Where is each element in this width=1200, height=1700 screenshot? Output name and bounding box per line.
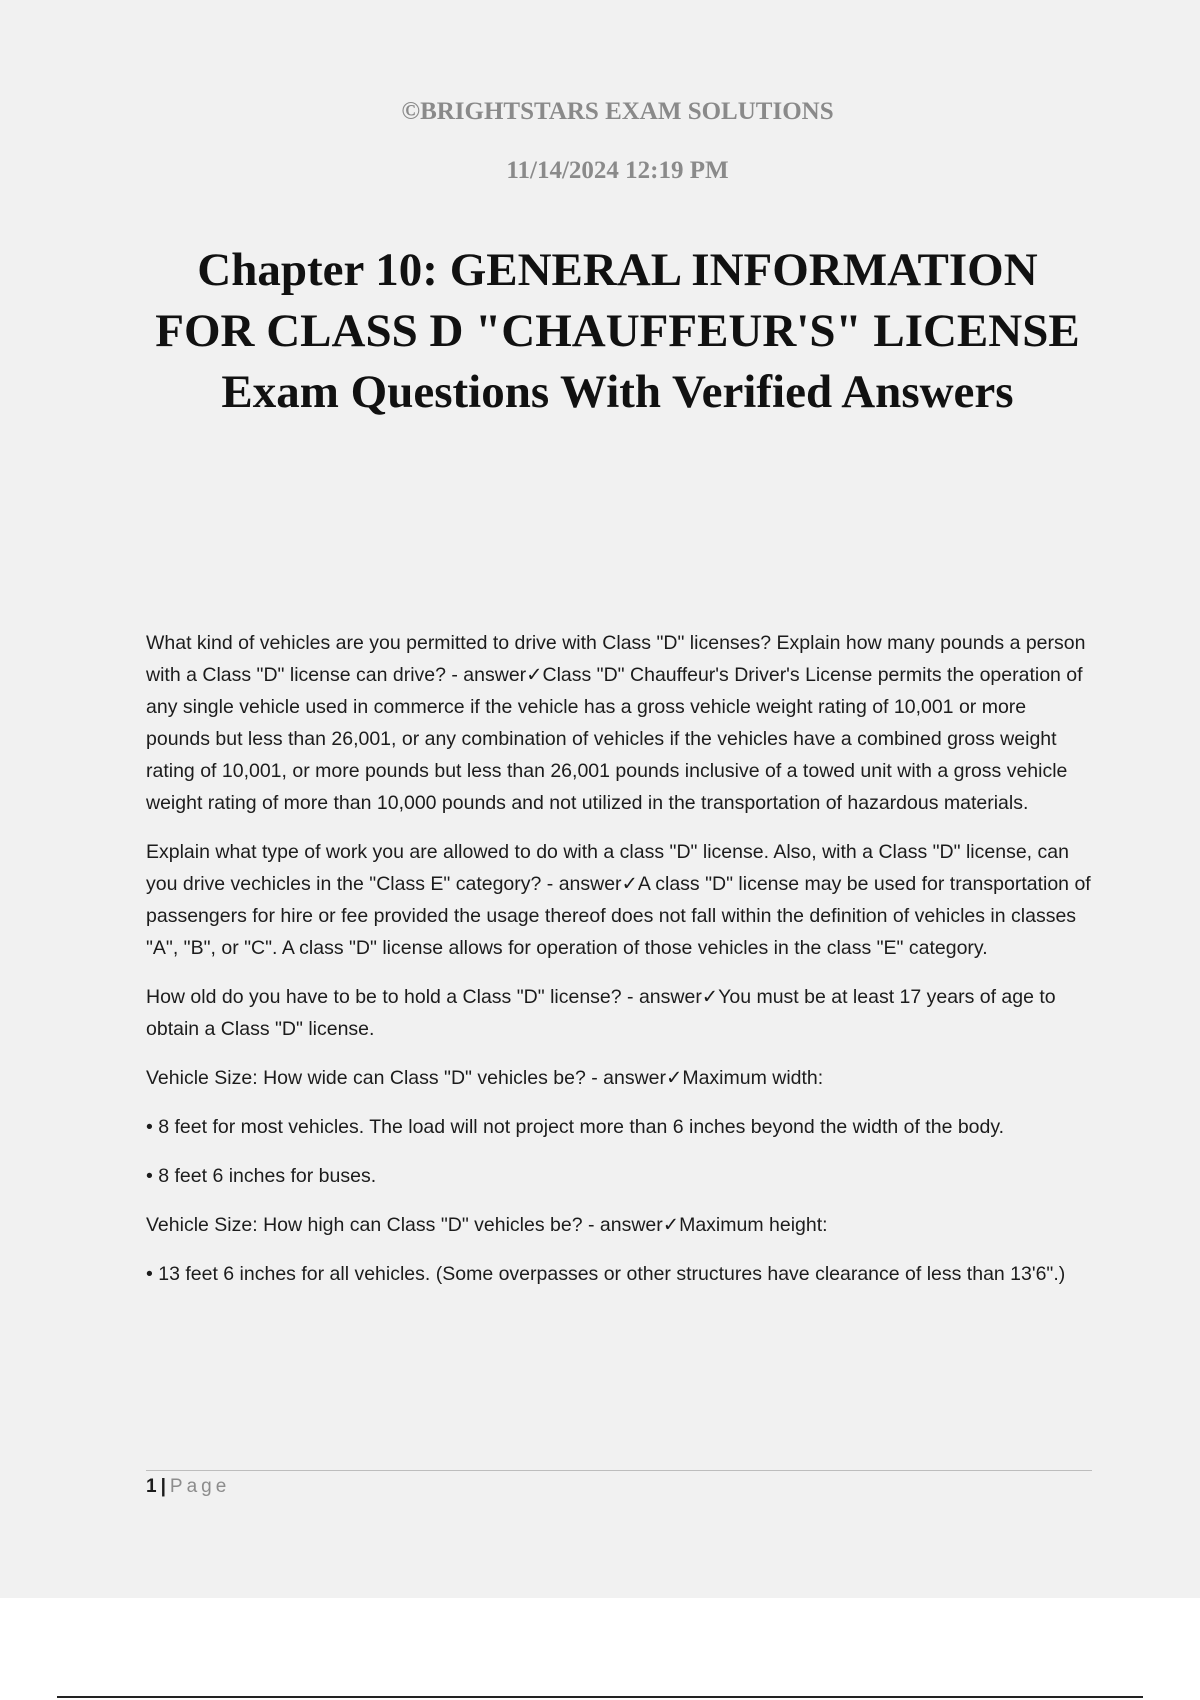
page-footer	[146, 1474, 230, 1500]
qa-paragraph: Vehicle Size: How high can Class "D" vehicles be? - answer✓Maximum height:	[146, 1214, 828, 1236]
footer-divider	[146, 1470, 1092, 1471]
page-number: 1	[146, 1476, 157, 1497]
bullet-item: • 8 feet for most vehicles. The load will not project more than 6 inches beyond the width of the body.	[146, 1116, 1005, 1138]
page-label: Page	[169, 1476, 231, 1497]
qa-paragraph: Vehicle Size: How wide can Class "D" vehicles be? - answer✓Maximum width:	[146, 1067, 824, 1089]
watermark-timestamp: 11/14/2024 12:19 PM	[506, 157, 729, 184]
qa-paragraph: What kind of vehicles are you permitted to drive with Class "D" licenses? Explain how many pounds a person with a Class "D" license can drive? - answer✓Class "D" Chauffeur's Driver's License permits the operation of any single vehicle used in commerce if the vehicle has a gross vehicle weight rating of 10,001 or more pounds but less than 26,001, or any combination of vehicles if the vehicles have a combined gross weight rating of 10,001, or more pounds but less than 26,001 pounds inclusive of a towed unit with a gross vehicle weight rating of more than 10,000 pounds and not utilized in the transportation of hazardous materials.	[146, 632, 1086, 814]
document-body	[146, 627, 1092, 1307]
document-title: Chapter 10: GENERAL INFORMATION FOR CLASS D "CHAUFFEUR'S" LICENSE Exam Questions With Verified Answers	[155, 244, 1080, 418]
next-page-divider	[57, 1696, 1143, 1698]
qa-paragraph: Explain what type of work you are allowed to do with a class "D" license. Also, with a Class "D" license, can you drive vechicles in the "Class E" category? - answer✓A class "D" license may be used for transportation of passengers for hire or fee provided the usage thereof does not fall within the definition of vehicles in classes "A", "B", or "C". A class "D" license allows for operation of those vehicles in the class "E" category.	[146, 841, 1091, 959]
bullet-item: • 8 feet 6 inches for buses.	[146, 1165, 377, 1187]
bullet-item: • 13 feet 6 inches for all vehicles. (Some overpasses or other structures have clearance of less than 13'6".)	[146, 1263, 1066, 1285]
page-separator: |	[160, 1476, 166, 1497]
qa-paragraph: How old do you have to be to hold a Class "D" license? - answer✓You must be at least 17 years of age to obtain a Class "D" license.	[146, 986, 1056, 1040]
watermark-brand: ©BRIGHTSTARS EXAM SOLUTIONS	[401, 98, 834, 125]
